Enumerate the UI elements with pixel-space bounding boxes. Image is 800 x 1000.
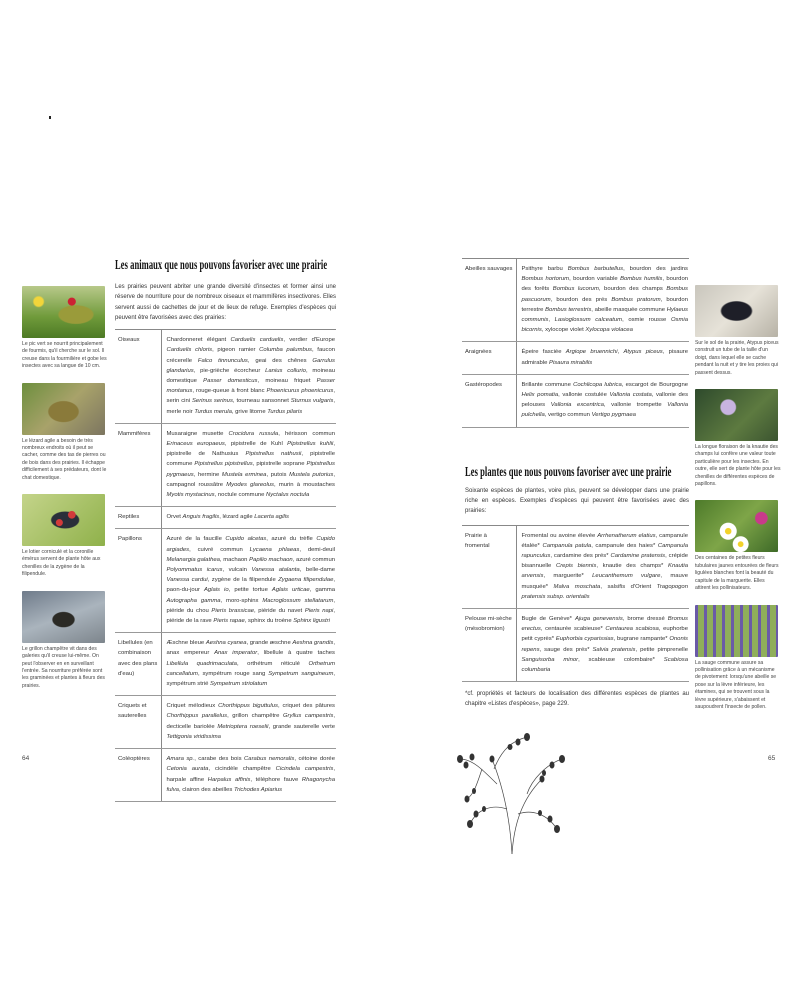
common-name: , cardamine des prés*: [550, 552, 611, 559]
scientific-name: Bombus pascuorum: [521, 286, 688, 303]
common-name: , osmie rousse: [622, 317, 671, 324]
common-name: , zygène de la filipendule: [207, 577, 279, 584]
scientific-name: Aglais io: [203, 587, 229, 594]
photo-caption: Le lézard agile a besoin de très nombreux endroits où il peut se cacher, comme des tas de pierres ou de bois dans des prairies. Il échappe difficilement à ses prédateurs, dont le chat domestique.: [22, 437, 107, 481]
common-name: , decticelle bariolée: [166, 713, 335, 730]
common-name: , téléphore fauve: [250, 776, 302, 783]
common-name: , belle-dame: [299, 567, 335, 574]
scientific-name: Amara sp.: [166, 756, 195, 763]
page-number-left: 64: [22, 755, 30, 762]
burnet-moth-photo: [22, 494, 105, 546]
scientific-name: Lycaena phlaeas: [249, 546, 300, 553]
photo-caption: La sauge commune assure sa pollinisation grâce à un mécanisme de pivotement: lorsqu'une abeille se pose sur la lèvre inférieure, les étamines, qui se trouvent sous la lèvre supérieure, s'abaissent et saupoudrent l'insecte de pollen.: [695, 659, 777, 710]
table-row: [115, 633, 336, 696]
common-name: , carabe des bois: [194, 756, 245, 763]
scientific-name: Leucanthemum vulgare: [592, 573, 661, 580]
scientific-name: Lacerta agilis: [254, 514, 289, 521]
common-name: , piéride de la rave: [166, 607, 335, 625]
table-row: [462, 342, 689, 374]
row-species: [161, 507, 336, 529]
common-name: , azuré du trèfle: [266, 536, 317, 543]
scientific-name: Polyommatus icarus: [166, 567, 223, 574]
scientific-name: Cochlicopa lubrica: [573, 381, 622, 388]
scientific-name: Argiope bruennichi: [565, 349, 618, 356]
row-label: Libellules (en combinaison avec des plans d'eau): [115, 633, 161, 696]
common-name: , euphorbe petit cyprès*: [521, 626, 688, 643]
common-name: , hérisson commun: [278, 430, 335, 437]
row-label: Gastéropodes: [462, 374, 516, 427]
scientific-name: Cetonia aurata: [166, 766, 209, 773]
scientific-name: Vallonia pulchella: [521, 402, 688, 419]
scientific-name: Bombus lucorum: [552, 286, 599, 293]
scientific-name: Sturnus vulgaris: [290, 398, 334, 405]
scientific-name: Salvia pratensis: [592, 646, 636, 653]
common-name: , pisaure admirable: [521, 349, 688, 366]
common-name: Bugle de Genève*: [521, 615, 575, 622]
common-name: , tourneau sansonnet: [232, 398, 291, 405]
photo-caption: Sur le sol de la prairie, Atypus piceus construit un tube de la taille d'un doigt, dans lequel elle se cache pendant la nuit et y tire les proies qui passent dessus.: [695, 340, 779, 376]
common-name: , vallonie costulée: [558, 392, 610, 399]
scientific-name: Bromus erectus: [521, 615, 688, 633]
scientific-name: Vanessa atalanta: [251, 567, 300, 574]
scientific-name: Gryllus campestris: [282, 713, 334, 720]
row-species: [161, 330, 336, 424]
common-name: , escargot de Bourgogne: [621, 381, 688, 388]
scientific-name: Myotis mystacinus: [166, 492, 215, 499]
common-name: ,: [548, 317, 555, 324]
common-name: , grive litorne: [231, 408, 268, 415]
row-species: [516, 374, 689, 427]
table-row: [462, 374, 689, 427]
quaking-grass-illustration: [452, 729, 572, 854]
scientific-name: Crepis biennis: [555, 563, 597, 570]
row-species: [161, 529, 336, 633]
scientific-name: Metrioptera roeselii: [217, 723, 269, 730]
scientific-name: Passer domesticus: [203, 378, 258, 384]
table-row: [462, 259, 689, 342]
row-species: [516, 259, 689, 342]
scientific-name: Erinaceus europaeus: [166, 441, 225, 448]
common-name: , pipistrelle de Kuhl: [224, 441, 288, 448]
row-species: [161, 696, 336, 749]
scientific-name: Cardamine pratensis: [610, 552, 666, 559]
common-name: , piéride du navet: [254, 607, 305, 614]
common-name: , piéride du chou: [166, 597, 335, 614]
scientific-name: Bombus pratorum: [611, 296, 661, 303]
scientific-name: Hylaeus communis: [521, 306, 689, 324]
scientific-name: Sympetrum striolatum: [210, 681, 268, 688]
row-label: Araignées: [462, 342, 516, 374]
common-name: , sauge des prés*: [539, 646, 593, 653]
table-row: [462, 525, 689, 608]
scientific-name: Nyctalus noctula: [266, 492, 310, 499]
left-page-title: Les animaux que nous pouvons favoriser avec une prairie: [115, 257, 328, 272]
common-name: , vallonie trompette: [603, 402, 668, 409]
common-name: , campanule étalée*: [521, 532, 688, 549]
scientific-name: Macroglossum stellatarum: [262, 597, 334, 604]
table-row: [115, 423, 336, 506]
scientific-name: Carduelis carduelis: [230, 337, 284, 344]
right-intro: Soixante espèces de plantes, voire plus, peuvent se développer dans une prairie riche en espèces. Exemples d'espèces qui peuvent être favorisées avec des prairies:: [465, 487, 689, 515]
row-species: [161, 633, 336, 696]
scientific-name: Pipistrellus kuhlii: [287, 441, 334, 448]
common-name: , moineau domestique: [166, 367, 335, 384]
common-name: , mauve musquée*: [521, 573, 688, 590]
common-name: , campanule des haies*: [591, 542, 658, 549]
common-name: , noctule commune: [214, 492, 267, 499]
scientific-name: Lanius collurio: [265, 367, 306, 374]
table-row: [115, 696, 336, 749]
green-woodpecker-photo: [22, 286, 105, 338]
scientific-name: Sanguisorba minor: [521, 656, 579, 663]
left-photo-column: [22, 286, 108, 702]
scientific-name: Myodes glareolus: [226, 481, 274, 488]
scientific-name: Libellula quadrimaculata: [166, 660, 237, 667]
scientific-name: Pieris napi: [304, 607, 334, 614]
scientific-name: Bombus barbutellus: [567, 266, 624, 272]
scientific-name: Osmia bicornis: [521, 317, 688, 334]
common-name: , bourdon terrestre: [521, 296, 688, 313]
common-name: Criquet mélodieux: [166, 703, 219, 710]
scientific-name: Ajuga genevensis: [574, 615, 623, 622]
table-row: [115, 749, 336, 802]
common-name: Brillante commune: [521, 381, 574, 388]
scientific-name: Pieris brassicae: [211, 607, 254, 614]
common-name: ,: [617, 349, 624, 356]
common-name: , paon-du-jour: [166, 577, 335, 594]
scientific-name: Anguis fragilis: [182, 514, 220, 521]
scientific-name: Carduelis chloris: [166, 347, 213, 354]
scientific-name: Aeshna grandis: [292, 640, 334, 647]
photo-caption: Le lotier corniculé et la coronille émérus servent de plante hôte aux chenilles de la zygène de la filipendule.: [22, 549, 101, 578]
common-name: , abeille masquée commune: [591, 306, 667, 313]
row-label: Mammifères: [115, 423, 161, 506]
daisy-photo: [695, 500, 778, 552]
scientific-name: Euphorbia cyparissias: [555, 636, 614, 643]
common-name: , demi-deuil: [299, 546, 336, 553]
common-name: , vallonie des pelouses: [521, 392, 689, 409]
common-name: , centaurée scabieuse*: [540, 626, 606, 633]
scientific-name: Autographa gamma: [166, 597, 221, 604]
scientific-name: Cicindela campestris: [275, 766, 334, 773]
common-name: , salsifis d'Orient: [600, 583, 657, 590]
scientific-name: Vanessa cardui: [166, 577, 208, 584]
table-row: [115, 507, 336, 529]
sand-lizard-photo: [22, 383, 105, 435]
scientific-name: Pipistrellus nathusii: [245, 451, 302, 458]
photo-caption: Des centaines de petites fleurs tubulaires jaunes entourées de fleurs ligulées blanches font la beauté du capitule de la marguerite. Elles attirent les pollinisateurs.: [695, 555, 779, 592]
common-name: , putois: [266, 471, 290, 478]
row-label: Oiseaux: [115, 330, 161, 424]
scientific-name: Turdus pilaris: [267, 408, 303, 415]
common-name: , campagnol roussâtre: [166, 471, 335, 488]
scientific-name: Scabiosa columbaria: [521, 656, 688, 673]
common-name: , marguerite*: [543, 573, 593, 580]
row-label: Reptiles: [115, 507, 161, 529]
scientific-name: Cupido argiades: [166, 536, 335, 553]
animals-table: [115, 329, 336, 802]
common-name: , sympétrum rouge sang: [197, 670, 269, 677]
scientific-name: Sphinx ligustri: [293, 618, 330, 625]
scientific-name: Campanula patula: [542, 542, 592, 549]
scientific-name: Cupido alcetas: [225, 536, 267, 543]
row-species: [161, 423, 336, 506]
common-name: , pipistrelle commune: [166, 451, 336, 468]
common-name: , pigeon ramier: [212, 347, 260, 354]
scientific-name: Vallonia costata: [609, 392, 652, 399]
right-page-title: Les plantes que nous pouvons favoriser avec une prairie: [465, 463, 672, 479]
common-name: , pipistrelle de Nathusius: [166, 441, 335, 458]
common-name: , knautie des champs*: [596, 563, 669, 570]
animals-table-continued: [462, 258, 689, 428]
scientific-name: Aeshna cyanea: [205, 640, 247, 647]
knautia-photo: [695, 389, 778, 441]
scientific-name: Sympetrum sanguineum: [268, 670, 334, 677]
common-name: , bourdon des champs: [598, 286, 667, 293]
common-name: Æschne bleue: [166, 640, 206, 647]
scientific-name: Mustela erminea: [221, 471, 267, 478]
common-name: , libellule à quatre taches: [257, 650, 335, 657]
row-label: Abeilles sauvages: [462, 259, 516, 342]
scientific-name: Ononis repens: [521, 636, 688, 653]
common-name: , vertigo commun: [544, 412, 592, 419]
scientific-name: Xylocopa violacea: [585, 327, 633, 334]
scientific-name: Zygaena filipendulae: [278, 577, 334, 584]
common-name: , grande æschne: [246, 640, 293, 647]
right-main-column: [462, 258, 689, 854]
common-name: , harpale affine: [166, 766, 335, 783]
scientific-name: Arrhenatherum elatius: [597, 532, 656, 539]
photo-caption: Le pic vert se nourrit principalement de fourmis, qu'il cherche sur le sol. Il creuse dans la fourmilière et gobe les insectes avec sa langue de 10 cm.: [22, 341, 107, 370]
scientific-name: Garrulus glandarius: [166, 357, 335, 374]
common-name: , grillon champêtre: [227, 713, 283, 720]
scientific-name: Knautia arvensis: [521, 563, 688, 580]
scientific-name: Atypus piceus: [623, 349, 663, 356]
common-name: Chardonneret élégant: [166, 337, 231, 344]
scientific-name: Passer montanus: [166, 378, 336, 395]
sage-photo: [695, 605, 778, 657]
table-row: [115, 330, 336, 424]
left-main-column: [115, 257, 336, 802]
common-name: , vulcain: [222, 567, 252, 574]
common-name: , cicindèle champêtre: [208, 766, 276, 773]
scientific-name: Serinus serinus: [191, 398, 233, 405]
scientific-name: Papilio machaon: [249, 556, 293, 563]
common-name: , brome dressé: [622, 615, 668, 622]
common-name: Musaraigne musette: [166, 430, 229, 437]
scientific-name: Chorthippus biguttulus: [218, 703, 278, 710]
common-name: , grande sauterelle verte: [268, 723, 336, 730]
plants-table: [462, 525, 689, 683]
common-name: , cuivré commun: [189, 546, 250, 553]
common-name: , lézard agile: [219, 514, 255, 521]
common-name: Azuré de la faucille: [166, 536, 226, 543]
scientific-name: Pipistrellus pipistrellus: [194, 461, 253, 468]
row-label: Papillons: [115, 529, 161, 633]
row-species: [516, 342, 689, 374]
photo-caption: Le grillon champêtre vit dans des galeries qu'il creuse lui-même. On peut l'observer en en surveillant l'entrée. Sa nourriture préférée sont les graminées et plantes à fleurs des prairies.: [22, 645, 105, 689]
scientific-name: Mustela putorius: [289, 471, 334, 478]
common-name: , machaon: [219, 556, 250, 563]
scientific-name: Phoenicurus phoenicurus: [266, 388, 334, 395]
scientific-name: Malva moschata: [553, 583, 601, 590]
common-name: , pie-grièche écorcheur: [193, 367, 266, 374]
common-name: , pipistrelle soprane: [252, 461, 307, 468]
scientific-name: Melanargia galathea: [166, 556, 220, 563]
common-name: , criquet des pâtures: [277, 703, 335, 710]
scientific-name: Lasioglossum calceatum: [554, 317, 623, 324]
scientific-name: Pieris rapae: [213, 618, 245, 625]
common-name: , petite pimprenelle: [635, 646, 688, 653]
spider-photo: [695, 285, 778, 337]
common-name: , rouge-queue à front blanc: [192, 388, 267, 395]
scientific-name: Harpalus affinis: [207, 776, 251, 783]
common-name: , crépide bisannuelle: [521, 552, 688, 570]
scientific-name: Tettigonia viridissima: [166, 733, 221, 740]
scientific-name: Turdus merula: [194, 408, 232, 415]
row-label: Criquets et sauterelles: [115, 696, 161, 749]
field-cricket-photo: [22, 591, 105, 643]
page-number-right: 65: [768, 755, 776, 762]
row-label: Prairie à fromental: [462, 525, 516, 608]
common-name: Psithyre barbu: [521, 266, 568, 272]
common-name: , moineau friquet: [257, 378, 317, 384]
common-name: , bugrane rampante*: [613, 636, 670, 643]
common-name: , bourdon des jardins: [623, 266, 688, 272]
common-name: , xylocope violet: [541, 327, 586, 334]
scientific-name: Centaurea scabiosa: [605, 626, 659, 633]
row-species: [516, 608, 689, 681]
row-species: [516, 525, 689, 608]
scientific-name: Rhagonycha fulva: [166, 776, 335, 793]
common-name: Orvet: [166, 514, 183, 521]
common-name: , petite tortue: [228, 587, 272, 594]
common-name: , verdier d'Europe: [283, 337, 336, 344]
common-name: , serin cini: [166, 388, 336, 405]
common-name: , murin à moustaches: [274, 481, 335, 488]
scientific-name: Tragopogon pratensis subsp. orientalis: [521, 583, 688, 600]
scientific-name: Chorthippus parallelus: [166, 713, 228, 720]
scientific-name: Campanula rapunculus: [521, 542, 688, 559]
page-mark: [49, 116, 51, 119]
scientific-name: Bombus hortorum: [521, 276, 570, 283]
scientific-name: Pisaura mirabilis: [549, 359, 593, 366]
row-label: Pelouse mi-sèche (mésobromion): [462, 608, 516, 681]
scientific-name: Carabus nemoralis: [244, 756, 295, 763]
photo-caption: La longue floraison de la knautie des champs lui confère une valeur toute particulière pour les insectes. En outre, elle sert de plante hôte pour les chenilles de différentes espèces de papillons.: [695, 444, 781, 488]
common-name: , gamma: [309, 587, 335, 594]
common-name: , faucon crécerelle: [166, 347, 335, 364]
common-name: , scabieuse colombaire*: [578, 656, 664, 663]
common-name: , hermine: [193, 471, 222, 478]
common-name: , sphinx du troène: [244, 618, 294, 625]
common-name: , moro-sphinx: [220, 597, 263, 604]
footnote: *cf. propriétés et facteurs de localisation des différentes espèces de plantes au chapitre «Listes d'espèces», page 229.: [465, 691, 689, 708]
table-row: [115, 529, 336, 633]
row-species: [161, 749, 336, 802]
row-label: Coléoptères: [115, 749, 161, 802]
scientific-name: Crocidura russula: [228, 430, 279, 437]
scientific-name: Aglais urticae: [271, 587, 310, 594]
common-name: , cétoine dorée: [294, 756, 335, 763]
scientific-name: Vallonia excentrica: [550, 402, 604, 409]
left-intro: Les prairies peuvent abriter une grande diversité d'insectes et former ainsi une réserve de nourriture pour de nombreux oiseaux et mammifères insectivores. Elles servent aussi de cachettes de jour et de lieux de refuge. Exemples d'espèces qui peuvent être favorisées avec des prairies:: [115, 284, 336, 321]
common-name: Fromental ou avoine élevée: [521, 532, 598, 539]
table-row: [462, 608, 689, 681]
right-photo-column: [695, 285, 781, 723]
scientific-name: Anax imperator: [214, 650, 258, 657]
scientific-name: Columba palumbus: [259, 347, 312, 354]
common-name: , bourdon des forêts: [521, 276, 688, 293]
scientific-name: Helix pomatia: [521, 392, 559, 399]
common-name: , azuré commun: [292, 556, 336, 563]
common-name: Épeire fasciée: [521, 349, 566, 356]
scientific-name: Falco tinnunculus: [197, 357, 248, 364]
common-name: , clairon des abeilles: [178, 786, 234, 793]
scientific-name: Bombus terrestris: [545, 306, 592, 313]
common-name: , geai des chênes: [247, 357, 313, 364]
common-name: , anax empereur: [166, 640, 335, 657]
scientific-name: Pipistrellus pygmaeus: [166, 461, 335, 478]
scientific-name: Trichodes Apiarius: [233, 786, 283, 793]
scientific-name: Bombus humilis: [620, 276, 663, 283]
common-name: , bourdon variable: [569, 276, 621, 283]
common-name: , bourdon des prés: [550, 296, 612, 303]
common-name: , sympétrum strié: [166, 670, 335, 688]
scientific-name: Orthetrum cancellatum: [166, 660, 336, 677]
scientific-name: Vertigo pygmaea: [591, 412, 636, 419]
common-name: , merle noir: [166, 398, 335, 415]
common-name: , orthétrum réticulé: [236, 660, 309, 667]
